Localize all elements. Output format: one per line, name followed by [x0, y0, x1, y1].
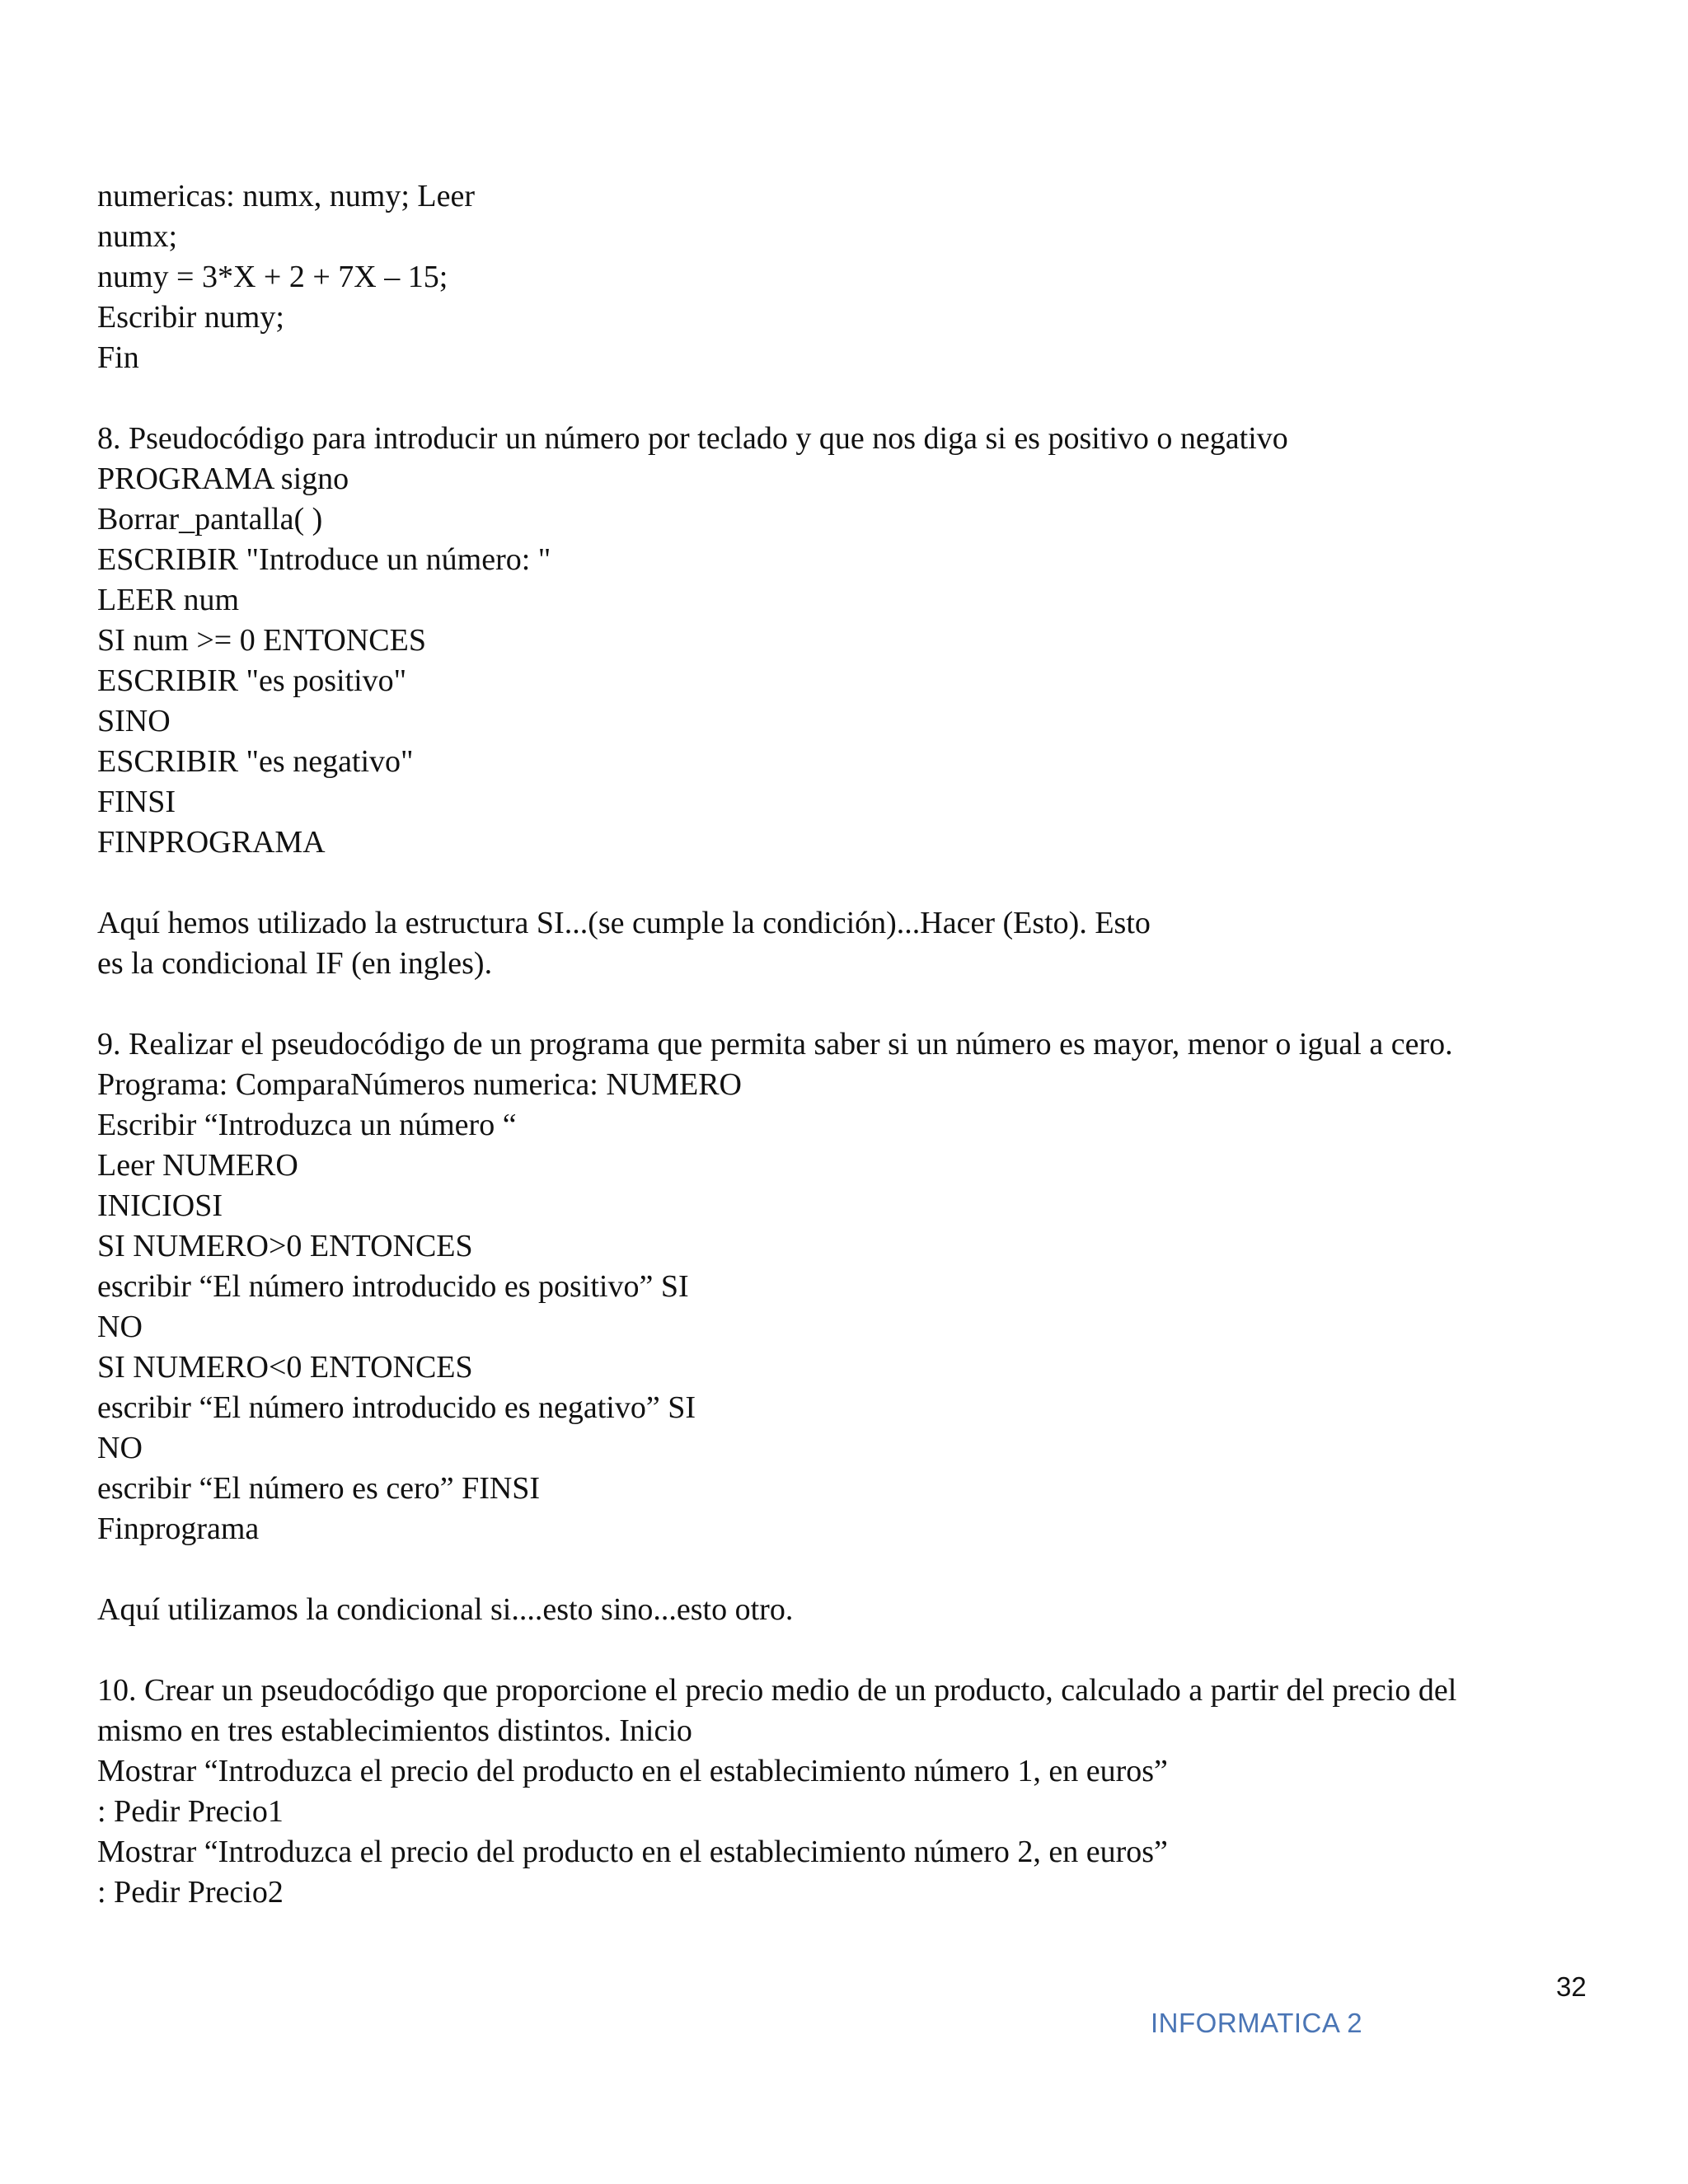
- code-line: NO: [97, 1310, 143, 1344]
- paragraph-gap: [97, 378, 1456, 419]
- code-line: escribir “El número es cero” FINSI: [97, 1471, 541, 1506]
- text-line: Escribir numy;: [97, 300, 284, 335]
- code-line: SI NUMERO>0 ENTONCES: [97, 1229, 473, 1263]
- explanation-line: es la condicional IF (en ingles).: [97, 946, 493, 981]
- code-line: ESCRIBIR "Introduce un número: ": [97, 542, 551, 577]
- page-number: 32: [1556, 1971, 1587, 2002]
- section-heading-10: 10. Crear un pseudocódigo que proporcione el precio medio de un producto, calculado a partir del precio del: [97, 1673, 1457, 1708]
- text-line: numericas: numx, numy; Leer: [97, 179, 475, 213]
- text-line: numx;: [97, 219, 178, 254]
- document-body: [97, 176, 1456, 1913]
- code-line: escribir “El número introducido es positivo” SI: [97, 1269, 689, 1304]
- code-line: Mostrar “Introduzca el precio del producto en el establecimiento número 1, en euros”: [97, 1754, 1168, 1788]
- section-heading-8: 8. Pseudocódigo para introducir un número por teclado y que nos diga si es positivo o negativo: [97, 421, 1288, 456]
- code-line: LEER num: [97, 583, 240, 617]
- code-line: escribir “El número introducido es negativo” SI: [97, 1390, 696, 1425]
- code-line: SI num >= 0 ENTONCES: [97, 623, 426, 658]
- paragraph-gap: [97, 863, 1456, 903]
- explanation-line: Aquí utilizamos la condicional si....esto sino...esto otro.: [97, 1592, 794, 1627]
- code-line: INICIOSI: [97, 1188, 223, 1223]
- code-line: SINO: [97, 704, 171, 738]
- code-line: Mostrar “Introduzca el precio del producto en el establecimiento número 2, en euros”: [97, 1835, 1168, 1869]
- code-line: FINPROGRAMA: [97, 825, 326, 860]
- code-line: Programa: ComparaNúmeros numerica: NUMERO: [97, 1067, 742, 1102]
- code-line: : Pedir Precio1: [97, 1794, 284, 1829]
- paragraph-gap: [97, 1549, 1456, 1590]
- code-line: Borrar_pantalla( ): [97, 502, 323, 537]
- code-line: Escribir “Introduzca un número “: [97, 1108, 517, 1142]
- code-line: : Pedir Precio2: [97, 1875, 284, 1910]
- text-line: numy = 3*X + 2 + 7X – 15;: [97, 260, 448, 294]
- explanation-line: Aquí hemos utilizado la estructura SI...(se cumple la condición)...Hacer (Esto). Esto: [97, 906, 1151, 940]
- paragraph-gap: [97, 984, 1456, 1024]
- code-line: ESCRIBIR "es positivo": [97, 663, 407, 698]
- paragraph-gap: [97, 1630, 1456, 1671]
- code-line: PROGRAMA signo: [97, 462, 349, 496]
- code-line: Finprograma: [97, 1511, 260, 1546]
- footer-label: INFORMATICA 2: [1151, 2008, 1363, 2038]
- code-line: NO: [97, 1431, 143, 1465]
- code-line: SI NUMERO<0 ENTONCES: [97, 1350, 473, 1385]
- text-line: mismo en tres establecimientos distintos. Inicio: [97, 1713, 692, 1748]
- code-line: ESCRIBIR "es negativo": [97, 744, 414, 779]
- code-line: Leer NUMERO: [97, 1148, 298, 1183]
- text-line: Fin: [97, 340, 139, 375]
- section-heading-9: 9. Realizar el pseudocódigo de un programa que permita saber si un número es mayor, menor o igual a cero.: [97, 1027, 1453, 1062]
- code-line: FINSI: [97, 785, 176, 819]
